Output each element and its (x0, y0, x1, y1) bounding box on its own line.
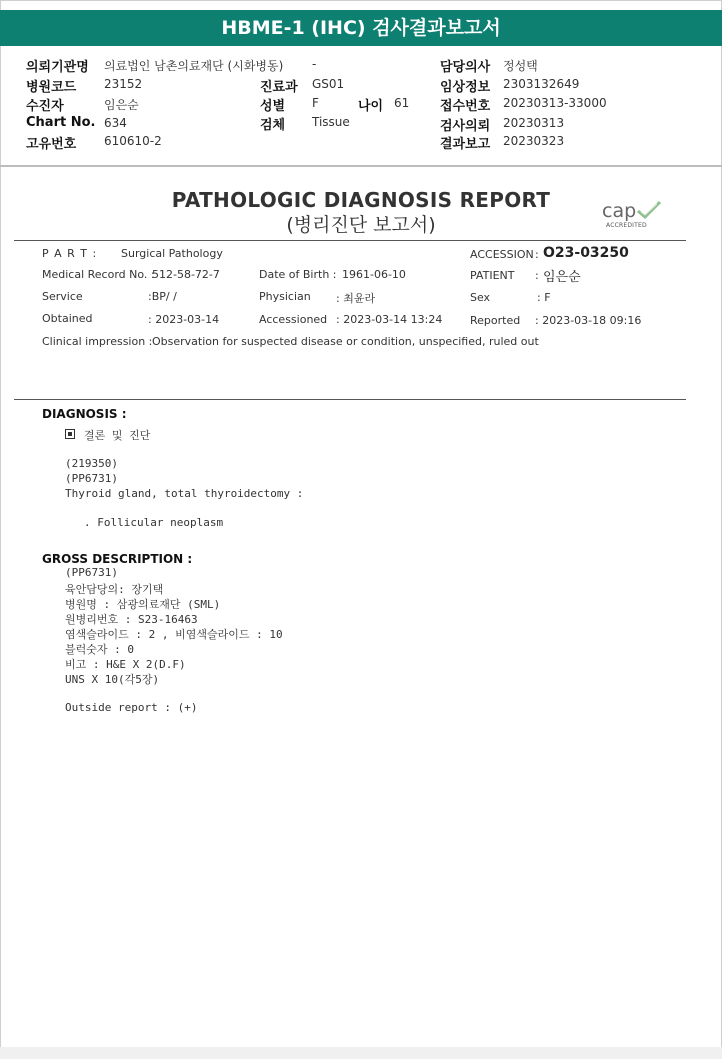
result-report-label: 결과보고 (440, 137, 491, 152)
report-subtitle: (병리진단 보고서) (286, 214, 436, 236)
diagnosis-line: Thyroid gland, total thyroidectomy : (65, 487, 304, 500)
accessioned-label: Accessioned (259, 313, 328, 326)
diagnosis-line: (219350) (65, 457, 118, 470)
medical-record-label: Medical Record No. : (42, 268, 155, 281)
report-title: PATHOLOGIC DIAGNOSIS REPORT (171, 188, 551, 212)
service-label: Service (42, 290, 83, 303)
dob-value: 1961-06-10 (342, 268, 406, 281)
sex-report-value: : F (537, 291, 551, 304)
referring-hospital-extra: - (312, 57, 317, 71)
part-value: Surgical Pathology (121, 247, 223, 260)
reported-value: : 2023-03-18 09:16 (535, 314, 642, 327)
cap-logo-text: cap (602, 200, 637, 222)
request-value: 20230313 (503, 116, 565, 130)
patient-name-value: 임은순 (543, 270, 581, 285)
gross-description-heading: GROSS DESCRIPTION : (42, 552, 193, 566)
doctor-value: 정성택 (503, 59, 538, 73)
chart-no-label: Chart No. (26, 115, 96, 130)
gross-line: UNS X 10(각5장) (65, 673, 160, 686)
obtained-value: : 2023-03-14 (148, 313, 220, 326)
specimen-value: Tissue (312, 115, 350, 129)
physician-label: Physician (259, 290, 311, 303)
medical-record-value: 512-58-72-7 (152, 268, 220, 281)
diagnosis-check-label: 결론 및 진단 (84, 429, 151, 442)
gross-line: 원병리번호 : S23-16463 (65, 613, 198, 626)
sex-value: F (312, 96, 319, 110)
part-label: P A R T : (42, 247, 98, 260)
referring-hospital-value: 의료법인 남촌의료재단 (시화병동) (104, 59, 284, 73)
receipt-label: 접수번호 (440, 99, 491, 114)
clinical-info-label: 임상정보 (440, 80, 491, 95)
chart-no-value: 634 (104, 116, 127, 130)
department-label: 진료과 (260, 80, 298, 95)
hospital-code-label: 병원코드 (26, 80, 77, 95)
unique-no-label: 고유번호 (26, 137, 77, 152)
accessioned-value: : 2023-03-14 13:24 (336, 313, 443, 326)
gross-line: Outside report : (+) (65, 701, 198, 714)
diagnosis-divider (14, 399, 686, 400)
accession-value: O23-03250 (543, 245, 629, 261)
receipt-value: 20230313-33000 (503, 96, 607, 110)
diagnosis-checkbox-icon (65, 429, 75, 439)
department-value: GS01 (312, 77, 345, 91)
obtained-label: Obtained (42, 312, 93, 325)
hospital-code-value: 23152 (104, 77, 143, 91)
footer-strip (0, 1047, 722, 1059)
patient-label: 수진자 (26, 99, 64, 114)
gross-line: (PP6731) (65, 566, 118, 579)
accession-colon: : (535, 248, 539, 261)
sex-report-label: Sex (470, 291, 491, 304)
result-report-value: 20230323 (503, 134, 565, 148)
section-divider (0, 165, 722, 167)
clinical-impression-value: Observation for suspected disease or condition, unspecified, ruled out (152, 335, 539, 348)
gross-line: 육안담당의: 장기택 (65, 583, 164, 596)
sex-label: 성별 (260, 99, 286, 114)
patient-name-colon: : (535, 269, 539, 282)
doctor-label: 담당의사 (440, 60, 491, 75)
age-label: 나이 (358, 99, 384, 114)
patient-value: 임은순 (104, 98, 139, 112)
gross-line: 블럭숫자 : 0 (65, 643, 134, 656)
unique-no-value: 610610-2 (104, 134, 162, 148)
request-label: 검사의뢰 (440, 119, 491, 134)
gross-line: 병원명 : 삼광의료재단 (SML) (65, 598, 221, 611)
dob-label: Date of Birth : (259, 268, 337, 281)
clinical-impression-label: Clinical impression : (42, 335, 153, 348)
accession-label: ACCESSION (470, 248, 534, 261)
physician-value: : 최윤라 (336, 292, 376, 305)
service-value: :BP/ / (148, 290, 177, 303)
specimen-label: 검체 (260, 118, 286, 133)
age-value: 61 (394, 96, 410, 110)
report-header-rule (14, 240, 686, 241)
patient-name-label: PATIENT (470, 269, 515, 282)
clinical-info-value: 2303132649 (503, 77, 580, 91)
diagnosis-line: (PP6731) (65, 472, 118, 485)
cap-accredited-text: ACCREDITED (606, 222, 647, 229)
cap-check-icon (636, 200, 662, 220)
gross-line: 염색슬라이드 : 2 , 비염색슬라이드 : 10 (65, 628, 283, 641)
reported-label: Reported (470, 314, 521, 327)
report-banner-title: HBME-1 (IHC) 검사결과보고서 (0, 10, 722, 46)
gross-line: 비고 : H&E X 2(D.F) (65, 658, 186, 671)
diagnosis-line: . Follicular neoplasm (84, 516, 224, 529)
referring-hospital-label: 의뢰기관명 (26, 60, 89, 75)
diagnosis-heading: DIAGNOSIS : (42, 407, 127, 421)
